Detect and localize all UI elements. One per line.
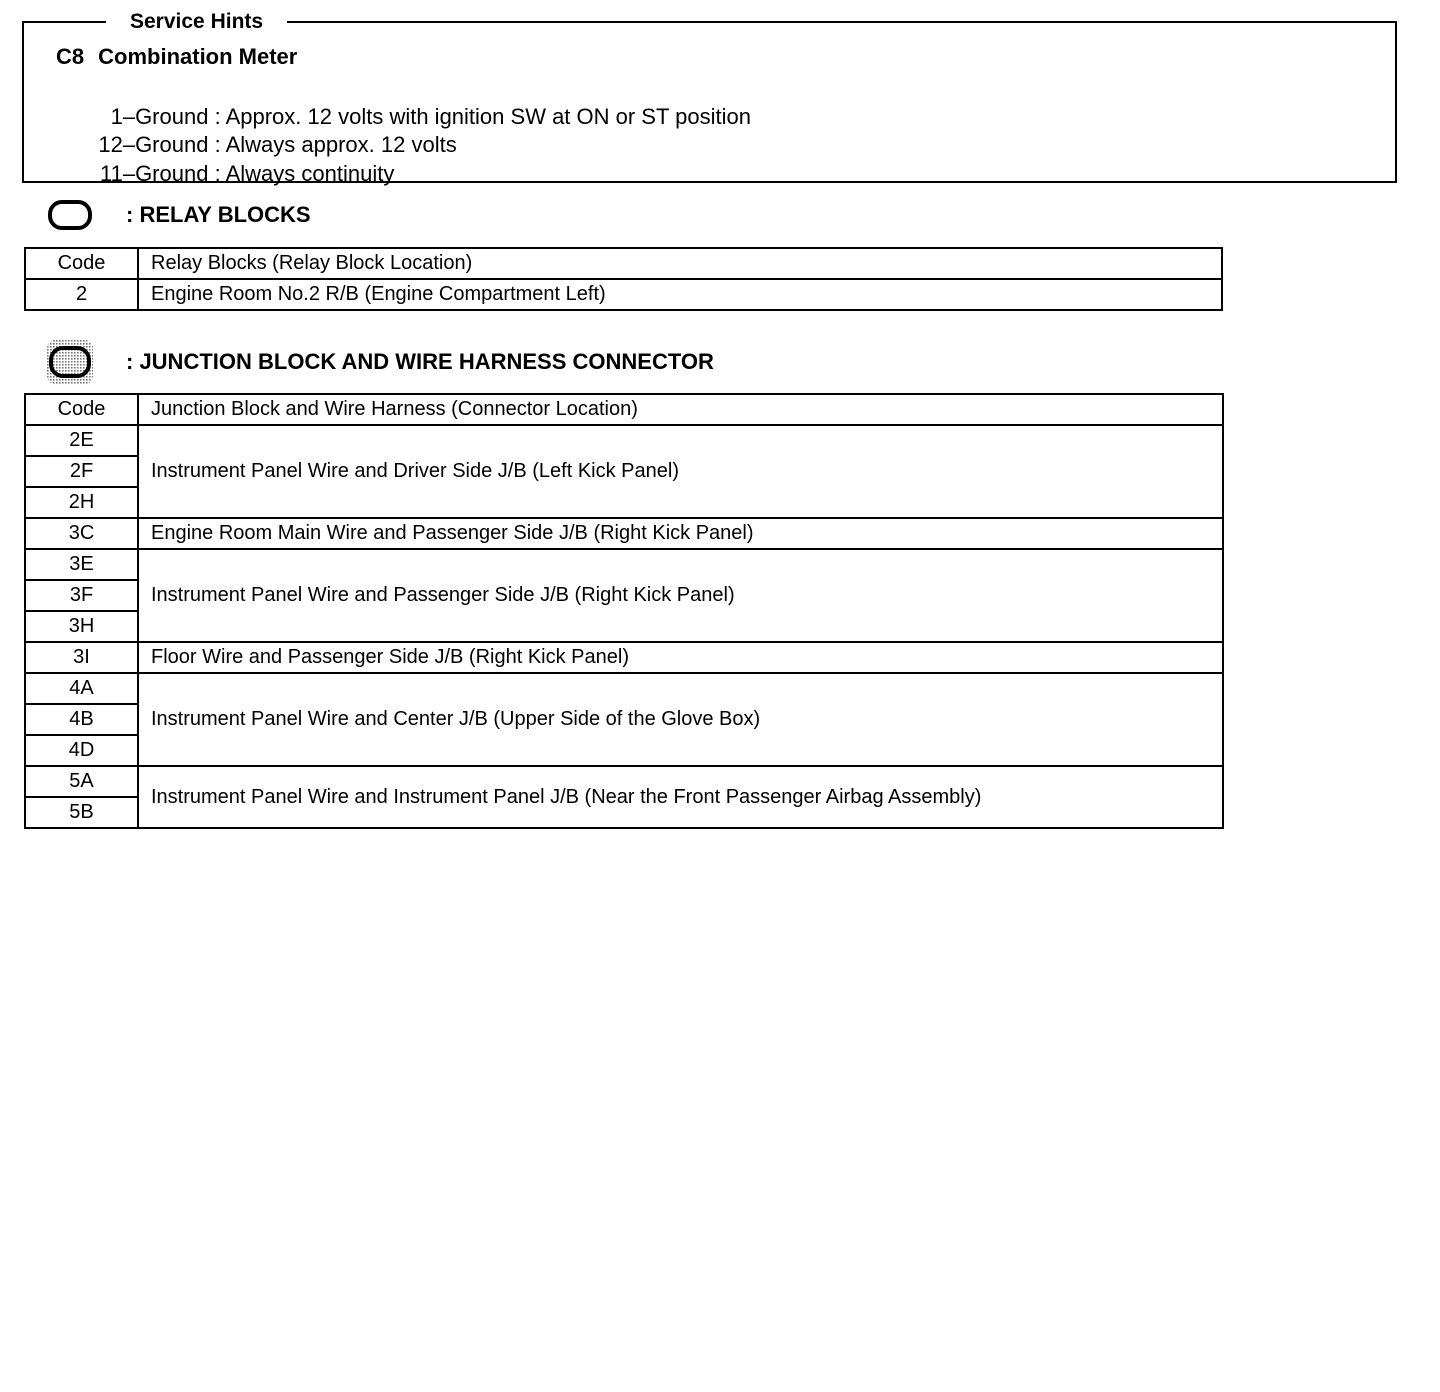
header-location: Relay Blocks (Relay Block Location) bbox=[138, 248, 1222, 279]
component-name: Combination Meter bbox=[98, 44, 298, 69]
service-hints-title: Service Hints bbox=[106, 10, 287, 34]
component-heading bbox=[56, 44, 297, 70]
shaded-rounded-rectangle-icon bbox=[47, 340, 93, 384]
row-location: Instrument Panel Wire and Passenger Side J/B (Right Kick Panel) bbox=[138, 549, 1223, 642]
service-hints-box bbox=[22, 10, 1397, 186]
row-code: 2 bbox=[25, 279, 138, 310]
header-location: Junction Block and Wire Harness (Connector Location) bbox=[138, 394, 1223, 425]
table-row bbox=[25, 673, 1223, 704]
table-row bbox=[25, 766, 1223, 797]
row-code: 5B bbox=[25, 797, 138, 828]
hint-text: : Always approx. 12 volts bbox=[214, 132, 457, 157]
table-row bbox=[25, 549, 1223, 580]
junction-block-heading-text: : JUNCTION BLOCK AND WIRE HARNESS CONNECTOR bbox=[126, 349, 714, 374]
row-location: Instrument Panel Wire and Instrument Panel J/B (Near the Front Passenger Airbag Assembly) bbox=[138, 766, 1223, 828]
row-code: 2H bbox=[25, 487, 138, 518]
table-header-row bbox=[25, 394, 1223, 425]
relay-blocks-table bbox=[24, 247, 1223, 311]
rounded-rectangle-outline-icon bbox=[47, 198, 93, 232]
row-location: Instrument Panel Wire and Center J/B (Upper Side of the Glove Box) bbox=[138, 673, 1223, 766]
component-code: C8 bbox=[56, 44, 85, 69]
row-code: 4D bbox=[25, 735, 138, 766]
hint-pins: 1–Ground bbox=[110, 104, 209, 129]
row-location: Instrument Panel Wire and Driver Side J/B (Left Kick Panel) bbox=[138, 425, 1223, 518]
table-row bbox=[25, 425, 1223, 456]
row-code: 3C bbox=[25, 518, 138, 549]
hint-pins: 12–Ground bbox=[98, 132, 209, 157]
row-location: Floor Wire and Passenger Side J/B (Right Kick Panel) bbox=[138, 642, 1223, 673]
row-code: 3H bbox=[25, 611, 138, 642]
table-row bbox=[25, 518, 1223, 549]
row-code: 2E bbox=[25, 425, 138, 456]
row-code: 3E bbox=[25, 549, 138, 580]
hint-pins: 11–Ground bbox=[100, 161, 209, 186]
row-code: 5A bbox=[25, 766, 138, 797]
row-code: 3F bbox=[25, 580, 138, 611]
row-code: 4B bbox=[25, 704, 138, 735]
header-code: Code bbox=[25, 394, 138, 425]
relay-blocks-heading-text: : RELAY BLOCKS bbox=[126, 202, 311, 227]
row-code: 3I bbox=[25, 642, 138, 673]
hint-text: : Approx. 12 volts with ignition SW at ON or ST position bbox=[214, 104, 751, 129]
row-code: 4A bbox=[25, 673, 138, 704]
table-header-row bbox=[25, 248, 1222, 279]
row-code: 2F bbox=[25, 456, 138, 487]
table-row bbox=[25, 279, 1222, 310]
relay-blocks-heading bbox=[47, 198, 311, 232]
row-location: Engine Room Main Wire and Passenger Side J/B (Right Kick Panel) bbox=[138, 518, 1223, 549]
junction-block-table bbox=[24, 393, 1224, 829]
junction-block-heading bbox=[47, 340, 714, 384]
header-code: Code bbox=[25, 248, 138, 279]
table-row bbox=[25, 642, 1223, 673]
row-location: Engine Room No.2 R/B (Engine Compartment Left) bbox=[138, 279, 1222, 310]
hint-text: : Always continuity bbox=[214, 161, 395, 186]
